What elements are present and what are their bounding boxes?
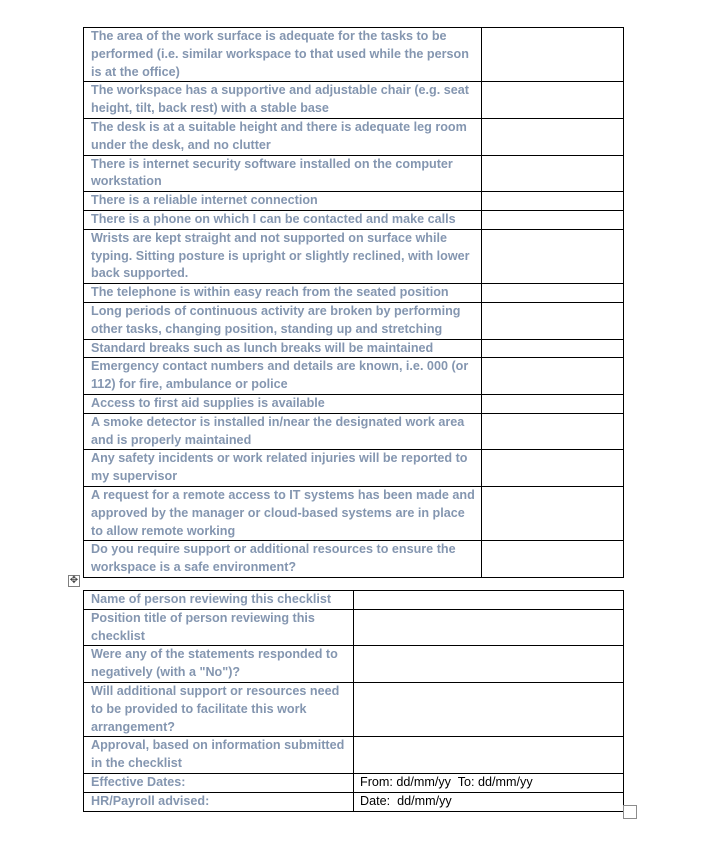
checklist-response-cell[interactable]	[482, 82, 624, 119]
table-row	[84, 773, 624, 792]
checklist-statement: The telephone is within easy reach from the seated position	[84, 284, 482, 303]
effective-dates-value[interactable]: From: dd/mm/yy To: dd/mm/yy	[354, 773, 624, 792]
table-row	[84, 82, 624, 119]
table-row	[84, 192, 624, 211]
checklist-statement: The area of the work surface is adequate for the tasks to be performed (i.e. similar workspace to that used while the person is at the office)	[84, 28, 482, 82]
review-value-cell[interactable]	[354, 609, 624, 646]
checklist-statement: The desk is at a suitable height and there is adequate leg room under the desk, and no clutter	[84, 118, 482, 155]
table-row	[84, 450, 624, 487]
checklist-statement: Standard breaks such as lunch breaks will be maintained	[84, 339, 482, 358]
table-resize-icon[interactable]	[623, 805, 637, 819]
table-row	[84, 339, 624, 358]
review-label: Name of person reviewing this checklist	[84, 591, 354, 610]
table-row	[84, 28, 624, 82]
table-row	[84, 646, 624, 683]
review-value-cell[interactable]	[354, 591, 624, 610]
table-row	[84, 609, 624, 646]
review-label: Approval, based on information submitted in the checklist	[84, 737, 354, 774]
table-row	[84, 155, 624, 192]
checklist-response-cell[interactable]	[482, 192, 624, 211]
table-row	[84, 737, 624, 774]
review-label: Effective Dates:	[84, 773, 354, 792]
review-value-cell[interactable]	[354, 737, 624, 774]
review-label: Were any of the statements responded to negatively (with a "No")?	[84, 646, 354, 683]
checklist-response-cell[interactable]	[482, 541, 624, 578]
table-row	[84, 118, 624, 155]
checklist-statement: Wrists are kept straight and not supported on surface while typing. Sitting posture is upright or slightly reclined, with lower back supported.	[84, 229, 482, 283]
table-row	[84, 284, 624, 303]
table-row	[84, 413, 624, 450]
checklist-response-cell[interactable]	[482, 210, 624, 229]
checklist-statement: Emergency contact numbers and details are known, i.e. 000 (or 112) for fire, ambulance or police	[84, 358, 482, 395]
checklist-response-cell[interactable]	[482, 450, 624, 487]
table-row	[84, 541, 624, 578]
review-table	[83, 590, 624, 812]
checklist-statement: Any safety incidents or work related injuries will be reported to my supervisor	[84, 450, 482, 487]
checklist-response-cell[interactable]	[482, 155, 624, 192]
table-row	[84, 682, 624, 736]
table-row	[84, 394, 624, 413]
checklist-response-cell[interactable]	[482, 28, 624, 82]
table-row	[84, 358, 624, 395]
review-label: Will additional support or resources need to be provided to facilitate this work arrangement?	[84, 682, 354, 736]
table-row	[84, 229, 624, 283]
checklist-response-cell[interactable]	[482, 229, 624, 283]
checklist-table	[83, 27, 624, 578]
checklist-response-cell[interactable]	[482, 339, 624, 358]
checklist-response-cell[interactable]	[482, 284, 624, 303]
table-row	[84, 792, 624, 811]
review-label: HR/Payroll advised:	[84, 792, 354, 811]
checklist-response-cell[interactable]	[482, 394, 624, 413]
checklist-statement: Access to first aid supplies is available	[84, 394, 482, 413]
checklist-response-cell[interactable]	[482, 486, 624, 540]
review-value-cell[interactable]	[354, 682, 624, 736]
table-move-icon[interactable]: ✥	[69, 575, 79, 586]
checklist-statement: Long periods of continuous activity are broken by performing other tasks, changing position, standing up and stretching	[84, 302, 482, 339]
checklist-response-cell[interactable]	[482, 358, 624, 395]
review-value-cell[interactable]	[354, 646, 624, 683]
checklist-statement: The workspace has a supportive and adjustable chair (e.g. seat height, tilt, back rest) with a stable base	[84, 82, 482, 119]
table-row	[84, 591, 624, 610]
checklist-statement: A request for a remote access to IT systems has been made and approved by the manager or cloud-based systems are in place to allow remote working	[84, 486, 482, 540]
checklist-statement: There is internet security software installed on the computer workstation	[84, 155, 482, 192]
table-row	[84, 210, 624, 229]
table-row	[84, 486, 624, 540]
checklist-statement: A smoke detector is installed in/near the designated work area and is properly maintained	[84, 413, 482, 450]
checklist-statement: There is a phone on which I can be contacted and make calls	[84, 210, 482, 229]
checklist-response-cell[interactable]	[482, 413, 624, 450]
review-label: Position title of person reviewing this checklist	[84, 609, 354, 646]
checklist-response-cell[interactable]	[482, 302, 624, 339]
checklist-response-cell[interactable]	[482, 118, 624, 155]
checklist-statement: There is a reliable internet connection	[84, 192, 482, 211]
payroll-date-value[interactable]: Date: dd/mm/yy	[354, 792, 624, 811]
table-row	[84, 302, 624, 339]
checklist-statement: Do you require support or additional resources to ensure the workspace is a safe environment?	[84, 541, 482, 578]
